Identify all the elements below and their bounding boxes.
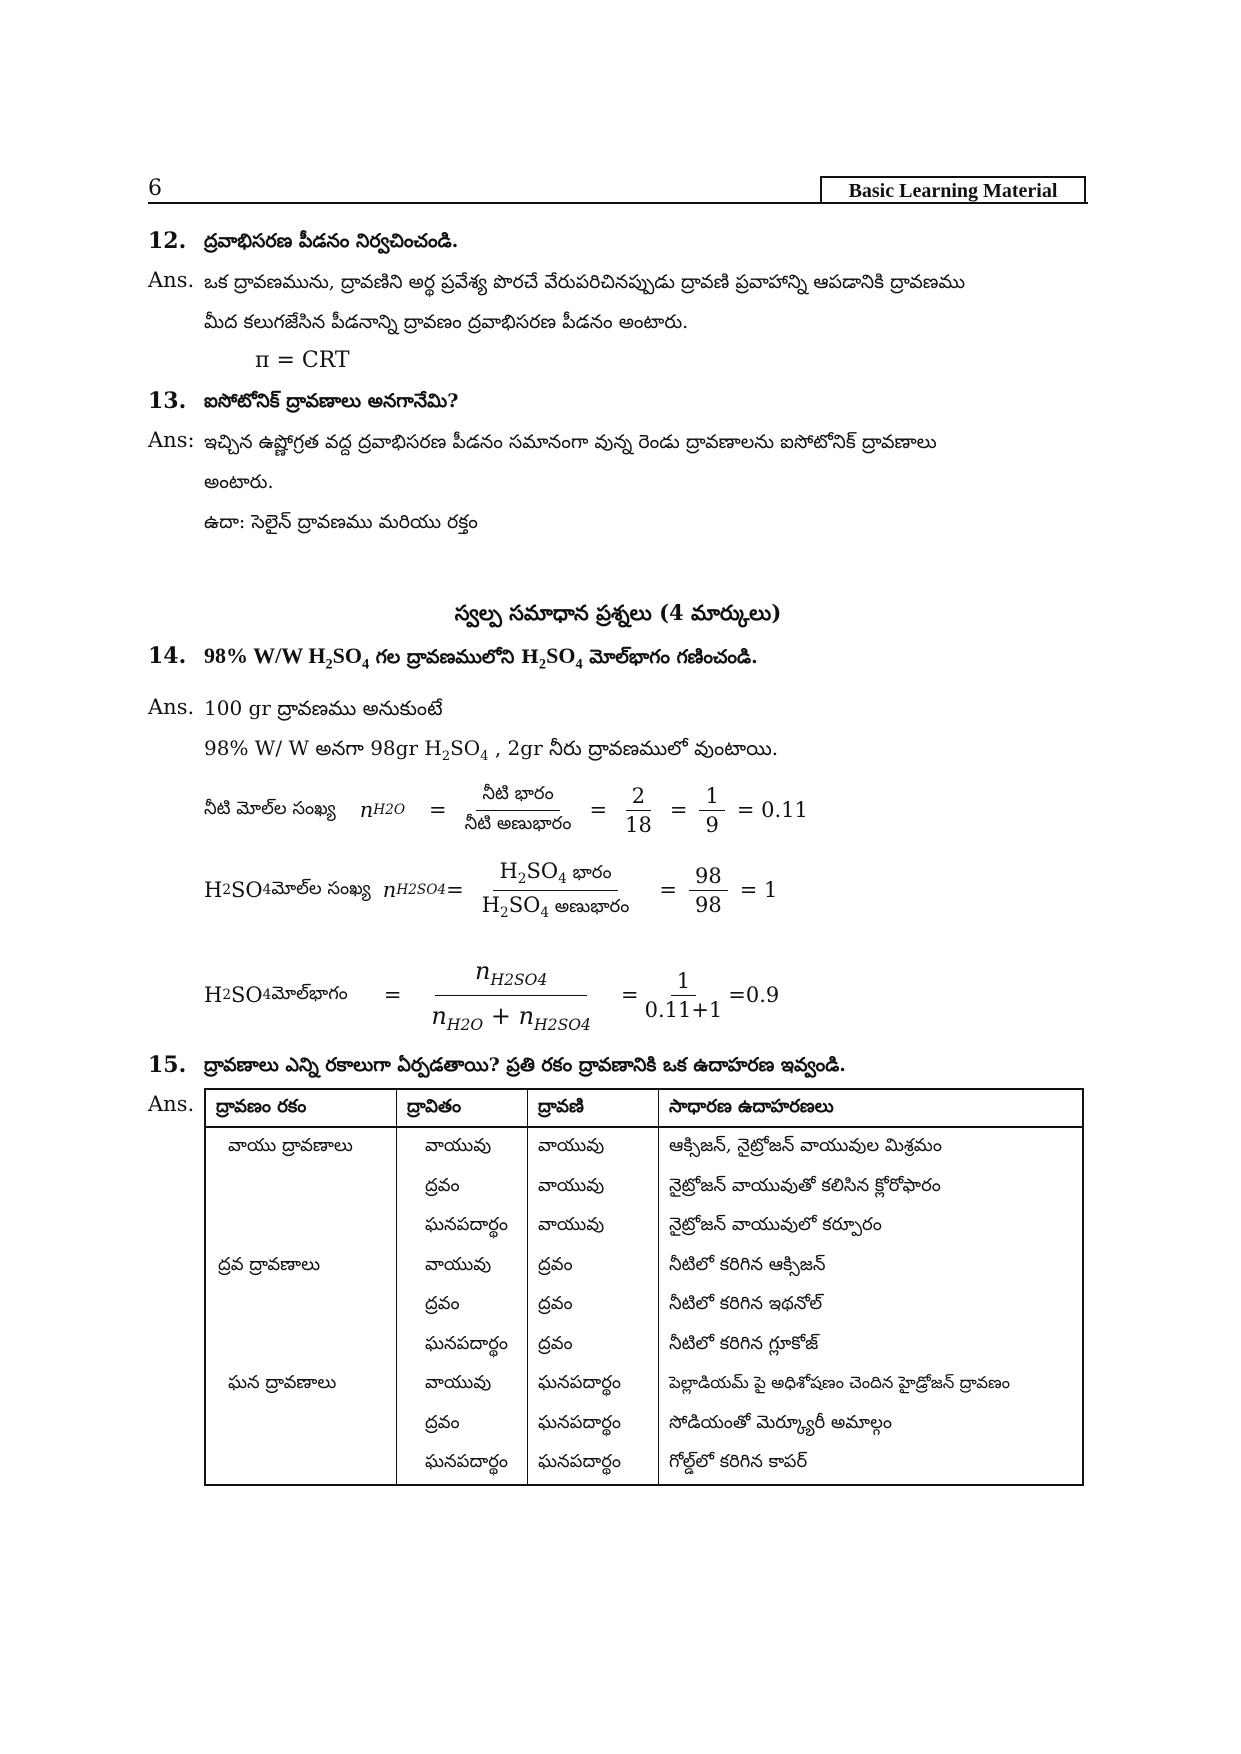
- table-row: [205, 1365, 1083, 1405]
- table-cell: ద్రవం: [528, 1286, 659, 1326]
- q14-number: 14.: [148, 643, 187, 669]
- table-cell: ఘన ద్రావణాలు: [205, 1365, 397, 1405]
- table-cell: ఘనపదార్థం: [528, 1405, 659, 1445]
- table-header-cell: ద్రావణం రకం: [205, 1089, 397, 1127]
- table-cell: [205, 1168, 397, 1208]
- q14-ans-label: Ans.: [148, 695, 195, 719]
- solutions-table: [204, 1088, 1084, 1486]
- q14-line2: 98% W/ W అనగా 98gr $H_2SO_4$ , 2gr నీరు ద్రావణములో వుంటాయి.: [204, 736, 779, 764]
- table-cell: ద్రవం: [528, 1326, 659, 1366]
- table-cell: [205, 1286, 397, 1326]
- q15-question: ద్రావణాలు ఎన్ని రకాలుగా ఏర్పడతాయి? ప్రతి రకం ద్రావణానికి ఒక ఉదాహరణ ఇవ్వండి.: [204, 1054, 846, 1076]
- table-header-cell: ద్రావితం: [397, 1089, 528, 1127]
- table-row: [205, 1286, 1083, 1326]
- table-cell: నైట్రోజన్ వాయువులో కర్పూరం: [659, 1207, 1084, 1247]
- water-moles-equation: నీటి మోల్‌ల సంఖ్య n H2O = $\frac{\text{నీటి భారం}}{\text{నీటి అణుభారం}}$ = $\frac{2}{18}$ = $\frac{1}{9}$ = 0.11: [204, 782, 808, 837]
- q13-number: 13.: [148, 388, 187, 414]
- table-cell: వాయు ద్రావణాలు: [205, 1127, 397, 1168]
- table-header-cell: సాధారణ ఉదాహరణలు: [659, 1089, 1084, 1127]
- q15-ans-label: Ans.: [148, 1092, 195, 1116]
- q12-answer-line2: మీద కలుగజేసిన పీడనాన్ని ద్రావణం ద్రవాభిసరణ పీడనం అంటారు.: [204, 311, 689, 333]
- table-row: [205, 1207, 1083, 1247]
- table-row: [205, 1326, 1083, 1366]
- q13-answer-line1: ఇచ్చిన ఉష్ణోగ్రత వద్ద ద్రవాభిసరణ పీడనం సమానంగా వున్న రెండు ద్రావణాలను ఐసోటోనిక్ ద్రావణాలు: [204, 431, 937, 453]
- table-cell: నీటిలో కరిగిన ఆక్సిజన్: [659, 1247, 1084, 1287]
- table-row: [205, 1444, 1083, 1485]
- table-cell: ద్రవ ద్రావణాలు: [205, 1247, 397, 1287]
- table-cell: వాయువు: [397, 1127, 528, 1168]
- table-cell: ద్రవం: [397, 1168, 528, 1208]
- table-cell: వాయువు: [397, 1365, 528, 1405]
- table-cell: [205, 1405, 397, 1445]
- table-cell: ఘనపదార్థం: [397, 1444, 528, 1485]
- table-cell: వాయువు: [528, 1207, 659, 1247]
- table-header-row: [205, 1089, 1083, 1127]
- table-cell: ఘనపదార్థం: [528, 1365, 659, 1405]
- q14-question: 98% W/W $H_2SO_4$ గల ద్రావణములోని $H_2SO_4$ మోల్‌భాగం గణించండి.: [204, 643, 758, 673]
- header-rule: [148, 202, 1088, 204]
- table-cell: వాయువు: [528, 1127, 659, 1168]
- table-cell: నైట్రోజన్ వాయువుతో కలిసిన క్లోరోఫారం: [659, 1168, 1084, 1208]
- table-cell: [205, 1207, 397, 1247]
- mole-fraction-equation: H 2 SO 4 మోల్‌భాగం = $\frac{n_{H2SO4}}{n_{H2O} + n_{H2SO4}}$ = $\frac{1}{0.11+1}$ =0.9: [204, 956, 780, 1034]
- table-cell: [205, 1444, 397, 1485]
- table-row: [205, 1168, 1083, 1208]
- table-cell: ఘనపదార్థం: [397, 1207, 528, 1247]
- table-header-cell: ద్రావణి: [528, 1089, 659, 1127]
- book-title: Basic Learning Material: [820, 176, 1086, 204]
- page-number: 6: [148, 176, 162, 201]
- section-title: స్వల్ప సమాధాన ప్రశ్నలు (4 మార్కులు): [454, 600, 782, 625]
- q12-formula: π = CRT: [255, 348, 350, 373]
- table-cell: పెల్లాడియమ్ పై అధిశోషణం చెందిన హైడ్రోజన్ ద్రావణం: [659, 1365, 1084, 1405]
- table-cell: ఘనపదార్థం: [528, 1444, 659, 1485]
- q12-question: ద్రవాభిసరణ పీడనం నిర్వచించండి.: [204, 230, 459, 252]
- q13-answer-line2: అంటారు.: [204, 471, 274, 493]
- table-cell: గోల్డ్‌లో కరిగిన కాపర్: [659, 1444, 1084, 1485]
- table-cell: [205, 1326, 397, 1366]
- table-row: [205, 1405, 1083, 1445]
- q13-question: ఐసోటోనిక్ ద్రావణాలు అనగానేమి?: [204, 390, 459, 412]
- table-cell: ద్రవం: [397, 1405, 528, 1445]
- q13-example: ఉదా: సెలైన్ ద్రావణము మరియు రక్తం: [204, 511, 478, 533]
- table-cell: నీటిలో కరిగిన ఇథనోల్: [659, 1286, 1084, 1326]
- table-cell: ద్రవం: [528, 1247, 659, 1287]
- q14-line1: 100 gr ద్రావణము అనుకుంటే: [204, 696, 443, 720]
- table-cell: వాయువు: [528, 1168, 659, 1208]
- table-cell: నీటిలో కరిగిన గ్లూకోజ్: [659, 1326, 1084, 1366]
- q13-ans-label: Ans:: [148, 428, 195, 452]
- table-row: [205, 1247, 1083, 1287]
- table-cell: ద్రవం: [397, 1286, 528, 1326]
- table-cell: వాయువు: [397, 1247, 528, 1287]
- table-cell: ఆక్సిజన్, నైట్రోజన్ వాయువుల మిశ్రమం: [659, 1127, 1084, 1168]
- table-row: [205, 1127, 1083, 1168]
- q12-ans-label: Ans.: [148, 268, 195, 292]
- q15-number: 15.: [148, 1052, 187, 1078]
- acid-moles-equation: H 2 SO 4 మోల్‌ల సంఖ్య n H2SO4 = $\frac{H_2SO_4 భారం}{H_2SO_4 అణుభారం}$ = $\frac{98}{98}$ = 1: [204, 859, 778, 921]
- q12-answer-line1: ఒక ద్రావణమును, ద్రావణిని అర్థ ప్రవేశ్య పొరచే వేరుపరిచినప్పుడు ద్రావణి ప్రవాహాన్ని ఆపడానికి ద్రావణము: [204, 271, 966, 293]
- table-cell: ఘనపదార్థం: [397, 1326, 528, 1366]
- table-cell: సోడియంతో మెర్క్యూరీ అమాల్గం: [659, 1405, 1084, 1445]
- q12-number: 12.: [148, 228, 187, 254]
